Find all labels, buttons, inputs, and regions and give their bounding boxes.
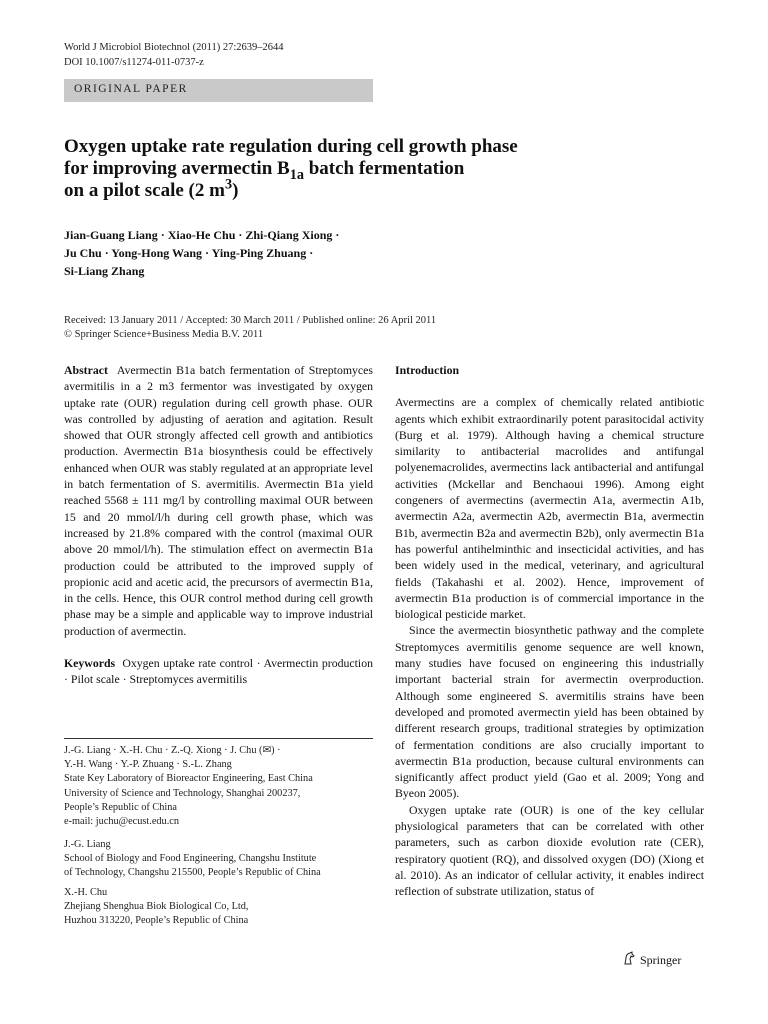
- affiliation-line: J.-G. Liang · X.-H. Chu · Z.-Q. Xiong · J. Chu (✉) ·: [64, 745, 281, 756]
- affiliation-line: X.-H. Chu: [64, 887, 108, 898]
- footnote-divider: [64, 738, 373, 739]
- introduction-heading: Introduction: [395, 363, 460, 377]
- copyright-line: © Springer Science+Business Media B.V. 2011: [64, 329, 264, 340]
- title-subscript: 1a: [289, 166, 304, 183]
- article-type-band: [64, 79, 373, 102]
- affiliation-line: of Technology, Changshu 215500, People’s Republic of China: [64, 867, 321, 879]
- title-superscript: 3: [224, 176, 233, 193]
- intro-paragraph-1: Avermectins are a complex of chemically related antibiotic agents which exhibit extraordinarily potent parasitocidal activity (Burg et al. 1979). Although having a chemical structure similarity to antibacterial macrolides and antifungal polyenemacrolides, avermectins lack antibacterial and antifungal activities (Mckellar and Benchaoui 1996). Among eight congeners of avermectins (avermectin A1a, avermectin A1b, avermectin A2a, avermectin A2b, avermectin B1a, avermectin B1b, avermectin B2a and avermectin B2b), only avermectin B1a has powerful antihelminthic and insecticidal activities, and has been widely used in the medical, veterinary, and agricultural fields (Takahashi et al. 2002). Hence, improvement of avermectin B1a production is of commercial importance in the biological pesticide market.: [395, 395, 704, 622]
- journal-citation: World J Microbiol Biotechnol (2011) 27:2639–2644: [64, 42, 284, 53]
- abstract-text: Avermectin B1a batch fermentation of Streptomyces avermitilis in a 2 m3 fermentor was investigated by oxygen uptake rate (OUR) regulation during cell growth phase. OUR was controlled by adjusting of aeration and agitation. Result showed that OUR strongly affected cell growth and antibiotics production. Avermectin B1a biosynthesis could be effectively enhanced when OUR was stably regulated at an appropriate level in batch fermentation of S. avermitilis. Avermectin B1a yield reached 5568 ± 111 mg/l by controlling maximal OUR between 15 and 20 mmol/l/h during cell growth phase, which was increased by 21.8% compared with the control (maximal OUR above 20 mmol/l/h). The stimulation effect on avermectin B1a production could be attributed to the improved supply of propionic acid and acetic acid, the precursors of avermectin B1a, in the cells. Hence, this OUR control method during cell growth phase may be a simple and applicable way to improve industrial production of avermectin.: [64, 363, 373, 638]
- abstract-heading: Abstract: [64, 363, 108, 377]
- keywords-text: Oxygen uptake rate control · Avermectin production · Pilot scale · Streptomyces avermitilis: [64, 656, 373, 687]
- title-line-3: [64, 176, 704, 202]
- keywords: [64, 655, 373, 688]
- authors-line: Ju Chu · Yong-Hong Wang · Ying-Ping Zhuang ·: [64, 246, 314, 260]
- title-text: for improving avermectin B: [64, 158, 290, 179]
- affiliation-block-3: [64, 886, 373, 929]
- abstract: [64, 362, 373, 639]
- keywords-heading: Keywords: [64, 656, 116, 671]
- right-column: [395, 362, 704, 900]
- author-list: [64, 226, 704, 280]
- doi: DOI 10.1007/s11274-011-0737-z: [64, 57, 204, 68]
- affiliation-line: State Key Laboratory of Bioreactor Engineering, East China: [64, 773, 313, 785]
- affiliation-block-1: [64, 744, 373, 829]
- publisher-footer: [622, 951, 681, 969]
- paper-title: [64, 136, 704, 202]
- authors-line: Si-Liang Zhang: [64, 264, 145, 278]
- title-line-1: Oxygen uptake rate regulation during cell growth phase: [64, 136, 518, 157]
- intro-paragraph-2: Since the avermectin biosynthetic pathway and the complete Streptomyces avermitilis genome sequence are well known, many studies have focused on engineering this industrially important bacterial strain for avermectin overproduction. Although some engineered S. avermitilis strains have been developed and promoted avermectin yield has been obtained by different research groups, traditional strategies by optimization of fermentation conditions are also crucially important to avermectin B1a production, because cultural environments can significantly affect product yield (Gao et al. 2009; Yong and Byeon 2005).: [395, 623, 704, 801]
- springer-horse-icon: [622, 951, 636, 969]
- title-line-2: [64, 158, 704, 183]
- affiliation-line: People’s Republic of China: [64, 801, 177, 813]
- publisher-name: Springer: [640, 952, 682, 967]
- publication-dates: [64, 314, 704, 342]
- intro-paragraph-3: Oxygen uptake rate (OUR) is one of the key cellular physiological parameters that can be correlated with other parameters, such as carbon dioxide evolution rate (CER), respiratory quotient (RQ), and dissolved oxygen (DO) (Xiong et al. 2010). As an indicator of cellular activity, it enables indirect reflection of substrate utilization, status of: [395, 802, 704, 899]
- affiliation-line: J.-G. Liang: [64, 839, 111, 850]
- title-text: on a pilot scale (2 m: [64, 180, 225, 201]
- title-text: batch fermentation: [303, 158, 465, 179]
- article-type-label: ORIGINAL PAPER: [74, 83, 188, 95]
- journal-header: [64, 40, 284, 70]
- affiliation-block-2: [64, 838, 373, 881]
- affiliation-line: Zhejiang Shenghua Biok Biological Co, Ltd,: [64, 901, 249, 913]
- dates-line: Received: 13 January 2011 / Accepted: 30 March 2011 / Published online: 26 April 2011: [64, 315, 437, 326]
- email-line[interactable]: e-mail: juchu@ecust.edu.cn: [64, 816, 179, 828]
- affiliation-line: Huzhou 313220, People’s Republic of China: [64, 915, 249, 927]
- affiliation-line: School of Biology and Food Engineering, Changshu Institute: [64, 853, 317, 865]
- authors-line: Jian-Guang Liang · Xiao-He Chu · Zhi-Qiang Xiong ·: [64, 228, 340, 242]
- affiliation-line: University of Science and Technology, Shanghai 200237,: [64, 787, 301, 799]
- affiliation-line: Y.-H. Wang · Y.-P. Zhuang · S.-L. Zhang: [64, 759, 232, 771]
- title-text: ): [232, 180, 239, 201]
- left-column: [64, 362, 373, 688]
